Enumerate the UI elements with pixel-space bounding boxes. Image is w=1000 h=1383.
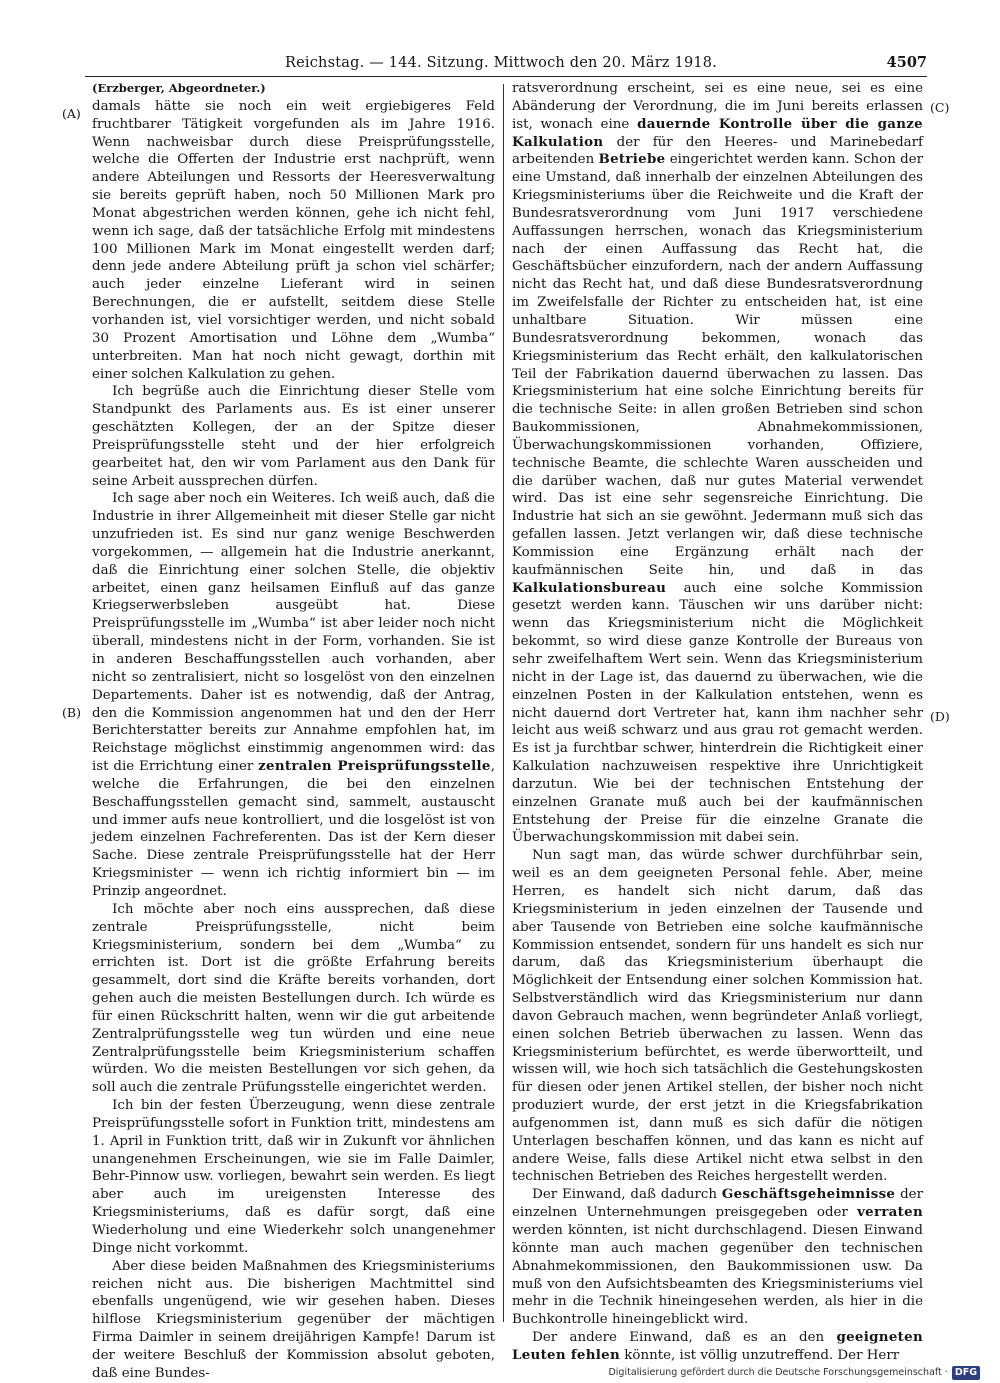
page-header [85, 52, 927, 74]
paragraph-text: Ich bin der festen Überzeugung, wenn diese zentrale Preisprüfungsstelle sofort in Funktion tritt, mindestens am 1. April in Funktion tritt, daß wir in Zukunft vor ähnlichen unangenehmen Erscheinungen, wie sie im Falle Daimler, Behr-Pinnow usw. vorliegen, bewahrt sein werden. Es liegt aber auch im ureigensten Interesse des Kriegsministeriums, daß es dafür sorgt, daß eine Wiederholung und eine Wiederkehr solch unangenehmer Dinge nicht vorkommt. [92, 1098, 495, 1256]
emphasis-text: zentralen Preisprüfungsstelle [258, 758, 491, 775]
paragraph-text: der für den Heeres- und Marinebedarf arbeitenden [512, 134, 923, 168]
emphasis-text: dauernde Kontrolle über die ganze Kalkulation [512, 115, 924, 150]
margin-marker-d: (D) [930, 709, 950, 724]
footer-text: Digitalisierung gefördert durch die Deutsche Forschungsgemeinschaft · [608, 1367, 948, 1378]
paragraph-text: der einzelnen Unternehmungen preisgegeben oder [512, 1187, 923, 1221]
left-column [92, 80, 495, 1381]
paragraph-text: Ich möchte aber noch eins aussprechen, daß diese zentrale Preisprüfungsstelle, nicht beim Kriegsministerium, sondern bei dem „Wumba“ zu errichten ist. Dort ist die größte Erfahrung bereits gesammelt, dort sind die Kräfte bereits vorhanden, dort gehen auch die meisten Bestellungen durch. Ich würde es für einen Rückschritt halten, wenn wir die gut arbeitende Zentralprüfungsstelle weg tun würden und eine neue Zentralprüfungsstelle beim Kriegsministerium schaffen würden. Wo die meisten Bestellungen vor sich gehen, da soll auch die zentrale Prüfungsstelle eingerichtet werden. [92, 901, 495, 1096]
paragraph-text: eingerichtet werden kann. Schon der eine Umstand, daß innerhalb der einzelnen Abteilungen des Kriegsministeriums über die Reichweite und die Kraft der Bundesratsverordnung vom Juni 1917 verschiedene Auffassungen herrschen, wonach das Kriegsministerium nach der einen Auffassung das Recht hat, die Geschäftsbücher einzufordern, nach der andern Auffassung nicht das Recht hat, und daß diese Bundesratsverordnung im Zweifelsfalle der Richter zu entscheiden hat, ist eine unhaltbare Situation. Wir müssen eine Bundesratsverordnung bekommen, wonach das Kriegsministerium das Recht erhält, den kalkulatorischen Teil der Fabrikation dauernd überwachen zu lassen. Das Kriegsministerium hat eine solche Einrichtung bereits für die technische Seite: in allen großen Betrieben sind schon Baukommissionen, Abnahmekommissionen, Überwachungskommissionen vorhanden, Offiziere, technische Beamte, die schlechte Waren ausscheiden und die darüber wachen, daß nur gutes Material verwendet wird. Das ist eine sehr segensreiche Einrichtung. Die Industrie hat sich an sie gewöhnt. Jedermann muß sich das gefallen lassen. Jetzt verlangen wir, daß diese technische Kommission eine Ergänzung erhält nach der kaufmännischen Seite hin, und daß in das [512, 152, 923, 578]
paragraph-text: Ich begrüße auch die Einrichtung dieser Stelle vom Standpunkt des Parlaments aus. Es ist einer unserer geschätzten Kollegen, der an der Spitze dieser Preisprüfungsstelle steht und der hier erfolgreich gearbeitet hat, den wir vom Parlament aus den Dank für seine Arbeit aussprechen dürfen. [92, 384, 495, 489]
emphasis-text: Betriebe [598, 151, 666, 168]
paragraph [92, 901, 495, 1097]
column-divider [503, 84, 504, 1322]
paragraph-text: ratsverordnung erscheint, sei es eine neue, sei es eine Abänderung der Verordnung, die im Juni bereits erlassen ist, wonach eine [512, 81, 923, 132]
paragraph-text: Der andere Einwand, daß es an den [532, 1330, 837, 1346]
paragraph [512, 1329, 923, 1365]
paragraph-text: Aber diese beiden Maßnahmen des Kriegsministeriums reichen nicht aus. Die bisherigen Machtmittel sind ebenfalls ungenügend, wie wir gesehen haben. Dieses hilflose Kriegsministerium gegenüber der mächtigen Firma Daimler in seinem dreijährigen Kampfe! Darum ist der weitere Beschluß der Kommission absolut geboten, daß eine Bundes- [92, 1258, 495, 1381]
speaker-label: (Erzberger, Abgeordneter.) [92, 81, 266, 95]
margin-marker-a: (A) [62, 106, 81, 121]
margin-marker-b: (B) [62, 705, 81, 720]
emphasis-text: geeigneten Leuten fehlen [512, 1329, 923, 1363]
emphasis-text: Geschäftsgeheimnisse [721, 1186, 896, 1203]
paragraph-text: könnte, ist völlig unzutreffend. Der Herr [620, 1347, 900, 1363]
running-title: Reichstag. — 144. Sitzung. Mittwoch den 20. März 1918. [285, 55, 718, 71]
paragraph [512, 847, 923, 1186]
page-number: 4507 [886, 54, 927, 71]
emphasis-text: verraten [857, 1204, 923, 1221]
paragraph [92, 490, 495, 900]
dfg-logo: DFG [952, 1366, 980, 1380]
paragraph [512, 80, 923, 847]
paragraph [92, 383, 495, 490]
paragraph-text: Ich sage aber noch ein Weiteres. Ich weiß auch, daß die Industrie in ihrer Allgemeinheit mit dieser Stelle gar nicht unzufrieden ist. Es sind nur ganz wenige Beschwerden vorgekommen, — allgemein hat die Industrie anerkannt, daß die Einrichtung einer solchen Stelle, die objektiv arbeitet, einen ganz heilsamen Einfluß auf das ganze Kriegserwerbsleben ausgeübt hat. Diese Preisprüfungsstelle im „Wumba“ ist aber leider noch nicht überall, mindestens nicht in der Form, vorhanden. Sie ist in anderen Beschaffungsstellen auch vorhanden, aber nicht so zentralisiert, nicht so losgelöst von den einzelnen Departements. Daher ist es notwendig, daß der Antrag, den die Kommission angenommen hat und den der Herr Berichterstatter bereits zur Annahme empfohlen hat, im Reichstage möglichst einstimmig angenommen wird: das ist die Errichtung einer [92, 491, 495, 775]
paragraph [512, 1186, 923, 1329]
paragraph-text: werden könnten, ist nicht durchschlagend. Diesen Einwand könnte man auch machen gegenüber den technischen Abnahmekommissionen, den Baukommissionen usw. Da muß von den Aufsichtsbeamten des Kriegsministeriums viel mehr in die Technik hineingesehen werden, als hier in die Buchkontrolle hineingeblickt wird. [512, 1223, 923, 1328]
margin-marker-c: (C) [930, 100, 950, 115]
paragraph-text: damals hätte sie noch ein weit ergiebigeres Feld fruchtbarer Tätigkeit vorgefunden als im Jahre 1916. Wenn nachweisbar durch diese Preisprüfungsstelle, welche die Offerten der Industrie erst nachprüft, wenn andere Abteilungen und Ressorts der Heeresverwaltung sie bereits geprüft haben, noch 50 Millionen Mark pro Monat abgestrichen werden können, gehe ich nicht fehl, wenn ich sage, daß der tatsächliche Erfolg mit mindestens 100 Millionen Mark im Monat eingestellt werden darf; denn jede andere Abteilung prüft ja schon viel schärfer; auch jeder einzelne Lieferant wird in seinen Berechnungen, die er aufstellt, seitdem diese Stelle vorhanden ist, viel vorsichtiger werden, und nicht sobald 30 Prozent Amortisation und Löhne dem „Wumba“ unterbreiten. Man hat noch nicht gewagt, dorthin mit einer solchen Kalkulation zu gehen. [92, 98, 495, 382]
digitization-footer [580, 1366, 980, 1380]
right-column [512, 80, 924, 1363]
paragraph [92, 1258, 495, 1383]
paragraph-text: Der Einwand, daß dadurch [532, 1187, 722, 1203]
paragraph [92, 1097, 495, 1258]
paragraph-text: , welche die Erfahrungen, die bei den einzelnen Beschaffungsstellen gemacht sind, sammelt, austauscht und immer aufs neue kontrolliert, und die losgelöst ist von jedem einzelnen Fachreferenten. Das ist der Kern dieser Sache. Diese zentrale Preisprüfungsstelle hat der Herr Kriegsminister — wenn ich richtig informiert bin — im Prinzip angeordnet. [92, 759, 495, 899]
paragraph-text: auch eine solche Kommission gesetzt werden kann. Täuschen wir uns darüber nicht: wenn das Kriegsministerium nicht die Möglichkeit bekommt, so wird diese ganze Kontrolle der Bureaus von sehr zweifelhaftem Wert sein. Wenn das Kriegsministerium nicht in der Lage ist, das dauernd zu überwachen, wie die einzelnen Posten in der Kalkulation entstehen, wenn es nicht dauernd dort Vertreter hat, kann ihm nachher sehr leicht aus weiß schwarz und aus grau rot gemacht werden. Es ist ja furchtbar schwer, hinterdrein die Richtigkeit einer Kalkulation nachzuweisen respektive ihre Unrichtigkeit darzutun. Wie bei der technischen Entstehung der einzelnen Granate muß auch bei der kaufmännischen Entstehung der Preise für die einzelne Granate die Überwachungskommission mit dabei sein. [512, 580, 923, 846]
header-rule [85, 76, 927, 77]
paragraph [92, 98, 495, 384]
paragraph-text: Nun sagt man, das würde schwer durchführbar sein, weil es an dem geeigneten Personal fehle. Aber, meine Herren, es handelt sich nicht darum, daß das Kriegsministerium in jeden einzelnen der Tausende und aber Tausende von Betrieben eine solche kaufmännische Kommission entsendet, sondern für uns handelt es sich nur darum, daß das Kriegsministerium überhaupt die Möglichkeit der Entsendung einer solchen Kommission hat. Selbstverständlich wird das Kriegsministerium nur dann davon Gebrauch machen, wenn begründeter Anlaß vorliegt, einen solchen Betrieb überwachen zu lassen. Wenn das Kriegsministerium befürchtet, es werde überwortteilt, und wissen will, wie hoch sich tatsächlich die Gestehungskosten für diesen oder jenen Artikel stellen, der bisher noch nicht produziert wurde, der erst jetzt in die Kriegsfabrikation aufgenommen ist, dann muß es sich dafür die nötigen Unterlagen beschaffen können, und das kann es nicht auf andere Weise, falls diese Artikel nicht etwa selbst in den technischen Betrieben des Reiches hergestellt werden. [512, 848, 923, 1185]
emphasis-text: Kalkulationsbureau [512, 579, 667, 596]
